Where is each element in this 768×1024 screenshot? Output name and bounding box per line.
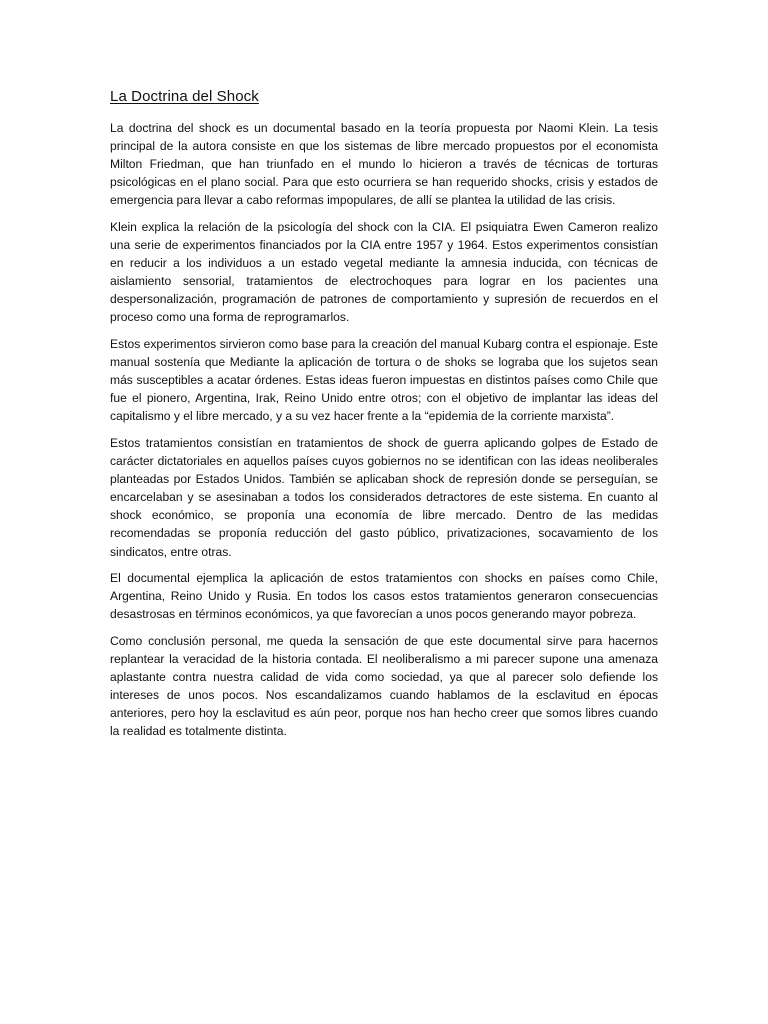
paragraph-conclusion: Como conclusión personal, me queda la sensación de que este documental sirve para hacernos replantear la veracidad de la historia contada. El neoliberalismo a mi parecer supone una amenaza aplastante contra nuestra calidad de vida como sociedad, ya que al parecer solo defiende los intereses de unos pocos. Nos escandalizamos cuando hablamos de la esclavitud en épocas anteriores, pero hoy la esclavitud es aún peor, porque nos han hecho creer que somos libres cuando la realidad es totalmente distinta. bbox=[110, 633, 658, 739]
document-body bbox=[110, 87, 658, 749]
document-title: La Doctrina del Shock bbox=[110, 88, 259, 105]
paragraph-intro: La doctrina del shock es un documental basado en la teoría propuesta por Naomi Klein. La tesis principal de la autora consiste en que los sistemas de libre mercado propuestos por el economista Milton Friedman, que han triunfado en el mundo lo hicieron a través de técnicas de torturas psicológicas en el plano social. Para que esto ocurriera se han requerido shocks, crisis y estados de emergencia para llevar a cabo reformas impopulares, de allí se plantea la utilidad de las crisis. bbox=[110, 121, 658, 208]
paragraph-examples: El documental ejemplica la aplicación de estos tratamientos con shocks en países como Chile, Argentina, Reino Unido y Rusia. En todos los casos estos tratamientos generaron consecuencias desastrosas en términos económicos, ya que favorecían a unos pocos generando mayor pobreza. bbox=[110, 571, 658, 622]
paragraph-cia: Klein explica la relación de la psicología del shock con la CIA. El psiquiatra Ewen Cameron realizo una serie de experimentos financiados por la CIA entre 1957 y 1964. Estos experimentos consistían en reducir a los individuos a un estado vegetal mediante la amnesia inducida, con técnicas de aislamiento sensorial, tratamientos de electrochoques para lograr en los pacientes una despersonalización, programación de patrones de comportamiento y supresión de recuerdos en el proceso como una forma de reprogramarlos. bbox=[110, 219, 658, 325]
paragraph-kubarg: Estos experimentos sirvieron como base para la creación del manual Kubarg contra el espionaje. Este manual sostenía que Mediante la aplicación de tortura o de shoks se lograba que los sujetos sean más susceptibles a acatar órdenes. Estas ideas fueron impuestas en distintos países como Chile que fue el pionero, Argentina, Irak, Reino Unido entre otros; con el objetivo de implantar las ideas del capitalismo y el libre mercado, y a su vez hacer frente a la “epidemia de la corriente marxista”. bbox=[110, 337, 658, 424]
paragraph-treatments: Estos tratamientos consistían en tratamientos de shock de guerra aplicando golpes de Estado de carácter dictatoriales en aquellos países cuyos gobiernos no se identifican con las ideas neoliberales planteadas por Estados Unidos. También se aplicaban shock de represión donde se perseguían, se encarcelaban y se asesinaban a todos los considerados detractores de este sistema. En cuanto al shock económico, se proponía una economía de libre mercado. Dentro de las medidas recomendadas se proponía reducción del gasto público, privatizaciones, socavamiento de los sindicatos, entre otras. bbox=[110, 436, 658, 559]
